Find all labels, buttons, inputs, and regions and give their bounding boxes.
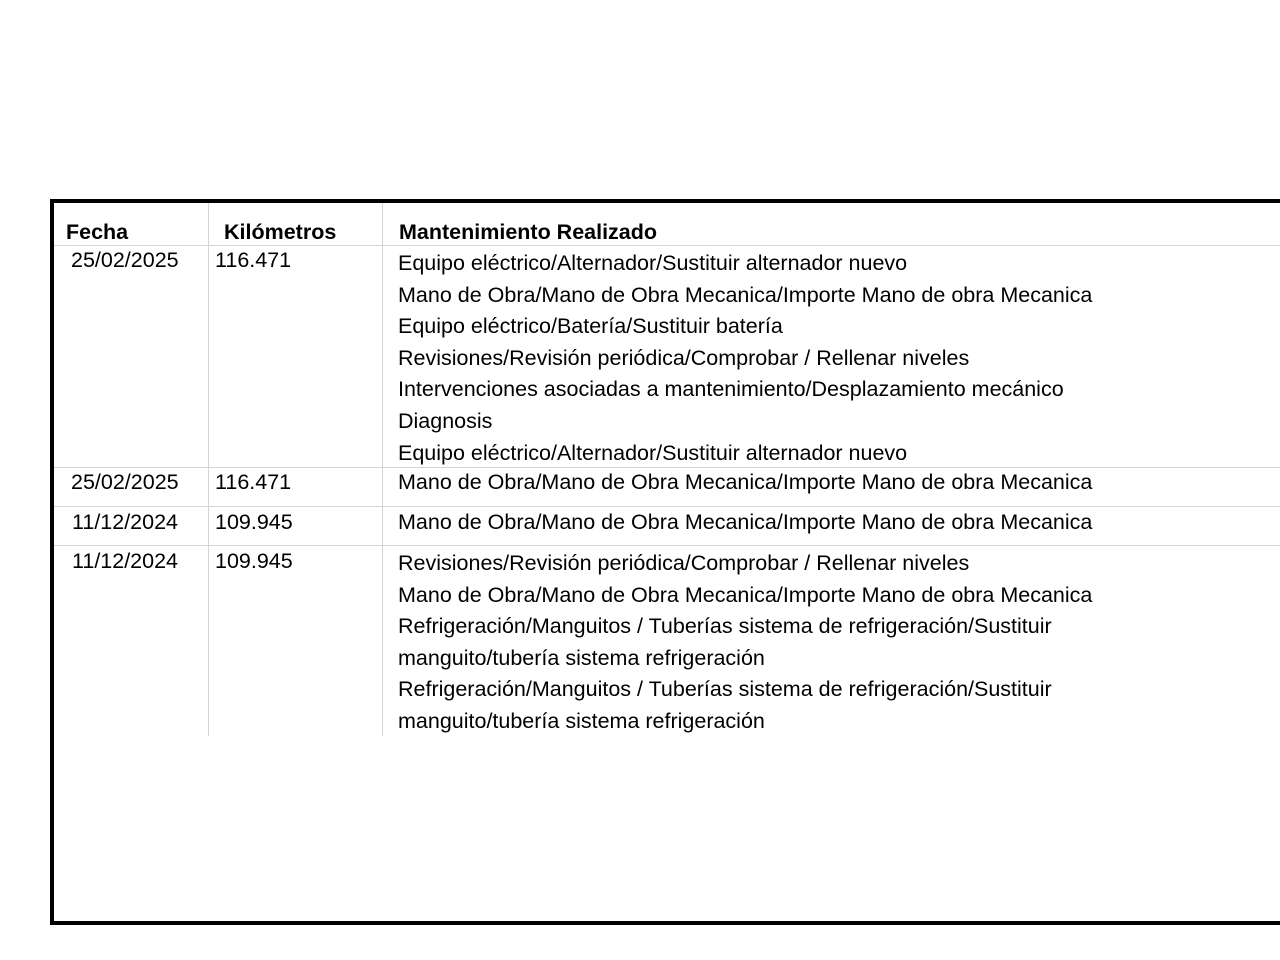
list-item: Equipo eléctrico/Alternador/Sustituir alternador nuevo [398,251,908,275]
list-item: Mano de Obra/Mano de Obra Mecanica/Importe Mano de obra Mecanica [398,510,1093,534]
list-item: manguito/tubería sistema refrigeración [398,708,765,733]
row-3-km: 109.945 [215,510,293,534]
header-kilometros: Kilómetros [224,220,337,244]
list-item: Refrigeración/Manguitos / Tuberías sistema de refrigeración/Sustituir [398,614,1052,639]
list-item: Revisiones/Revisión periódica/Comprobar / Rellenar niveles [398,551,970,575]
row-1-km: 116.471 [215,248,292,272]
list-item: Mano de Obra/Mano de Obra Mecanica/Importe Mano de obra Mecanica [398,282,1093,307]
list-item: Equipo eléctrico/Batería/Sustituir batería [398,314,783,339]
row-3-fecha: 11/12/2024 [72,510,179,534]
row-1-mantenimiento [398,248,1092,469]
row-3-mantenimiento [398,507,1092,539]
header-fecha: Fecha [66,220,129,244]
column-divider-1 [208,203,209,736]
row-1-fecha: 25/02/2025 [71,248,179,272]
list-item: Equipo eléctrico/Alternador/Sustituir alternador nuevo [398,440,908,465]
row-4-km: 109.945 [215,549,293,573]
list-item: Refrigeración/Manguitos / Tuberías sistema de refrigeración/Sustituir [398,677,1052,702]
list-item: Diagnosis [398,408,493,433]
row-4-fecha: 11/12/2024 [72,549,179,573]
header-mantenimiento: Mantenimiento Realizado [399,220,658,244]
list-item: manguito/tubería sistema refrigeración [398,645,765,670]
list-item: Revisiones/Revisión periódica/Comprobar / Rellenar niveles [398,345,970,370]
row-4-mantenimiento [398,548,1092,738]
row-2-mantenimiento [398,467,1092,499]
row-2-km: 116.471 [215,470,292,494]
list-item: Mano de Obra/Mano de Obra Mecanica/Importe Mano de obra Mecanica [398,582,1093,607]
row-2-fecha: 25/02/2025 [71,470,179,494]
list-item: Intervenciones asociadas a mantenimiento/Desplazamiento mecánico [398,377,1064,402]
column-divider-2 [382,203,383,736]
list-item: Mano de Obra/Mano de Obra Mecanica/Importe Mano de obra Mecanica [398,470,1093,494]
